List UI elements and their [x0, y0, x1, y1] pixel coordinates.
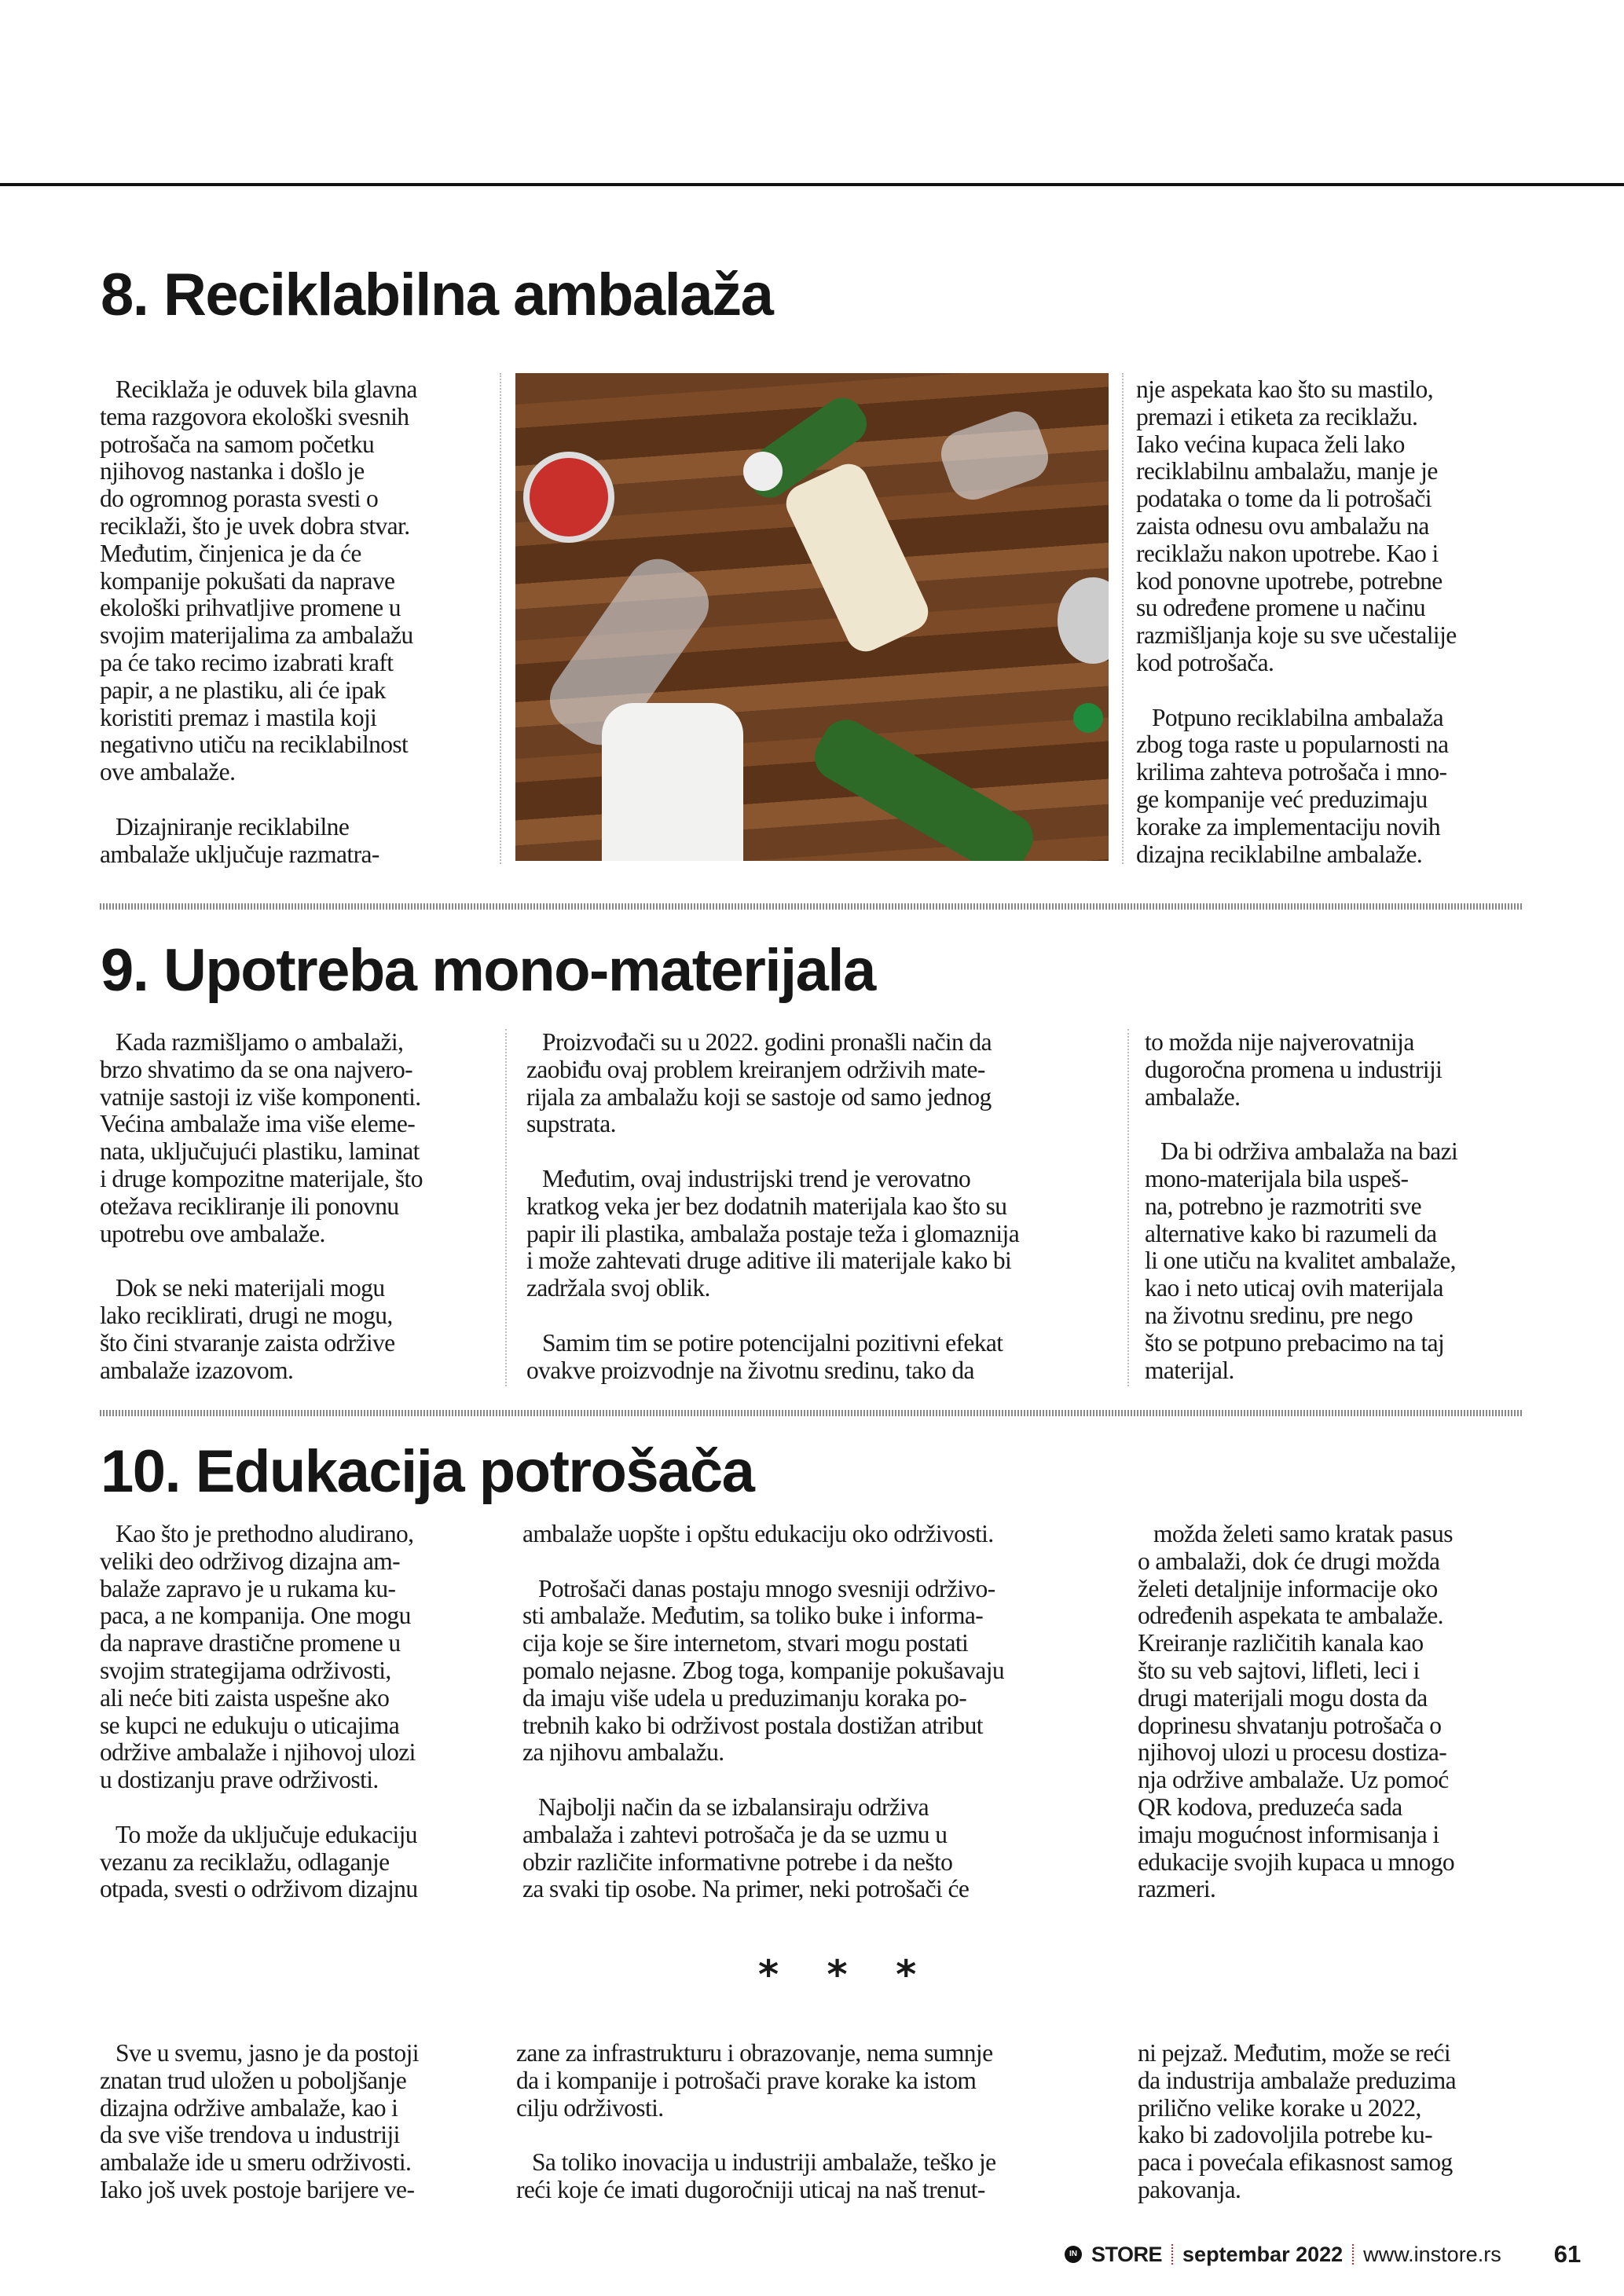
top-rule — [0, 183, 1624, 186]
text-line: tema razgovora ekološki svesnih — [100, 402, 409, 430]
text-line: li one utiču na kvalitet ambalaže, — [1145, 1247, 1456, 1275]
text-line: otežava recikliranje ili ponovnu — [100, 1192, 399, 1220]
text-line: otpada, svesti o održivom dizajnu — [100, 1875, 418, 1903]
text-line: ambalaže. — [1145, 1082, 1241, 1111]
text-line: brzo shvatimo da se ona najvero- — [100, 1055, 413, 1083]
text-line: mono-materijala bila uspeš- — [1145, 1164, 1409, 1192]
text-line: dizajna održive ambalaže, kao i — [100, 2093, 398, 2122]
paragraph — [1145, 1138, 1530, 1384]
text-line: zane za infrastrukturu i obrazovanje, nema sumnje — [516, 2039, 993, 2067]
paragraph — [100, 1521, 493, 1794]
text-line: obzir različite informativne potrebe i da nešto — [522, 1847, 953, 1876]
text-line: alternative kako bi razumeli da — [1145, 1219, 1437, 1247]
text-line: ove ambalaže. — [100, 758, 236, 786]
paragraph — [100, 2040, 493, 2204]
text-line: doprinesu shvatanju potrošača o — [1138, 1711, 1442, 1739]
text-line: kratkog veka jer bez dodatnih materijala kao što su — [526, 1192, 1007, 1220]
paragraph — [100, 376, 489, 786]
text-line: upotrebu ove ambalaže. — [100, 1219, 325, 1247]
text-line: Reciklaža je oduvek bila glavna — [115, 375, 417, 403]
text-line: paca, a ne kompanija. One mogu — [100, 1602, 411, 1630]
paragraph — [100, 814, 489, 869]
text-line: Kreiranje različitih kanala kao — [1138, 1629, 1424, 1657]
text-line: na, potrebno je razmotriti sve — [1145, 1192, 1422, 1220]
section-8-col-1 — [100, 376, 489, 868]
text-line: ge kompanije već preduzimaju — [1136, 785, 1428, 813]
paragraph — [1136, 705, 1525, 869]
paragraph — [1138, 1521, 1523, 1903]
text-line: paca i povećala efikasnost samog — [1138, 2148, 1453, 2177]
text-line: što se potpuno prebacimo na taj — [1145, 1328, 1445, 1357]
text-line: zaobiđu ovaj problem kreiranjem održivih mate- — [526, 1055, 985, 1083]
footer-issue: septembar 2022 — [1182, 2242, 1344, 2266]
text-line: Sa toliko inovacija u industriji ambalaže, teško je — [532, 2148, 996, 2177]
text-line: ambalaža i zahtevi potrošača je da se uzmu u — [522, 1820, 948, 1848]
text-line: ambalaže ide u smeru održivosti. — [100, 2148, 412, 2177]
page-number: 61 — [1553, 2240, 1582, 2268]
text-line: zaista odnesu ovu ambalažu na — [1136, 511, 1429, 540]
paragraph — [1138, 2040, 1523, 2204]
text-line: cilju održivosti. — [516, 2093, 664, 2122]
text-line: podataka o tome da li potrošači — [1136, 485, 1432, 513]
text-line: što čini stvaranje zaista održive — [100, 1328, 395, 1357]
column-divider — [500, 373, 501, 864]
text-line: održive ambalaže i njihovoj ulozi — [100, 1738, 416, 1767]
text-line: njihovog nastanka i došlo je — [100, 457, 365, 485]
text-line: su određene promene u načinu — [1136, 594, 1426, 622]
text-line: sti ambalaže. Međutim, sa toliko buke i informa- — [522, 1602, 984, 1630]
text-line: o ambalaži, dok će drugi možda — [1138, 1547, 1440, 1575]
text-line: Potpuno reciklabilna ambalaža — [1152, 703, 1443, 731]
section-8-heading: 8. Reciklabilna ambalaža — [101, 262, 773, 328]
section-10-col-1 — [100, 1521, 493, 1903]
conclusion-col-2 — [516, 2040, 1105, 2204]
text-line: ambalaže izazovom. — [100, 1356, 294, 1384]
text-line: Kada razmišljamo o ambalaži, — [115, 1028, 404, 1056]
section-separator — [100, 903, 1523, 910]
text-line: razmišljanja koje su sve učestalije — [1136, 621, 1457, 650]
paragraph — [526, 1330, 1108, 1385]
text-line: kod potrošača. — [1136, 648, 1274, 676]
text-line: balaže zapravo je u rukama ku- — [100, 1574, 396, 1602]
text-line: što su veb sajtovi, lifleti, leci i — [1138, 1656, 1420, 1684]
text-line: nata, uključujući plastiku, laminat — [100, 1137, 420, 1166]
text-line: materijal. — [1145, 1356, 1234, 1384]
text-line: Sve u svemu, jasno je da postoji — [115, 2039, 419, 2067]
paragraph — [1145, 1029, 1530, 1111]
text-line: Kao što je prethodno aludirano, — [115, 1520, 414, 1547]
text-line: dizajna reciklabilne ambalaže. — [1136, 840, 1423, 868]
text-line: prilično velike korake u 2022, — [1138, 2093, 1421, 2122]
text-line: nje aspekata kao što su mastilo, — [1136, 375, 1433, 403]
text-line: zbog toga raste u popularnosti na — [1136, 731, 1449, 759]
section-9-heading: 9. Upotreba mono-materijala — [101, 937, 875, 1004]
recyclables-photo — [515, 373, 1109, 861]
text-line: ambalaže uključuje razmatra- — [100, 840, 379, 868]
text-line: trebnih kako bi održivost postala dostižan atribut — [522, 1711, 983, 1739]
footer-divider — [1352, 2244, 1354, 2265]
paragraph — [522, 1794, 1112, 1903]
text-line: dugoročna promena u industriji — [1145, 1055, 1443, 1083]
text-line: korake za implementaciju novih — [1136, 812, 1440, 840]
text-line: zadržala svoj oblik. — [526, 1274, 710, 1302]
text-line: u dostizanju prave održivosti. — [100, 1766, 379, 1794]
text-line: Većina ambalaže ima više eleme- — [100, 1110, 416, 1138]
conclusion-col-1 — [100, 2040, 493, 2204]
text-line: reciklažu nakon upotrebe. Kao i — [1136, 539, 1439, 567]
text-line: za svaki tip osobe. Na primer, neki potrošači će — [522, 1875, 970, 1903]
section-separator — [100, 1410, 1523, 1416]
text-line: kompanije pokušati da naprave — [100, 566, 395, 595]
paragraph — [516, 2149, 1105, 2204]
paragraph — [526, 1166, 1108, 1302]
section-9-col-2 — [526, 1029, 1108, 1384]
text-line: Međutim, ovaj industrijski trend je verovatno — [542, 1164, 971, 1192]
text-line: lako reciklirati, drugi ne mogu, — [100, 1301, 393, 1329]
column-divider — [1122, 373, 1124, 864]
text-line: pakovanja. — [1138, 2175, 1241, 2203]
text-line: Dok se neki materijali mogu — [115, 1274, 385, 1302]
text-line: i može zahtevati druge aditive ili materijale kako bi — [526, 1247, 1012, 1275]
text-line: Da bi održiva ambalaža na bazi — [1160, 1137, 1458, 1166]
text-line: ali neće biti zaista uspešne ako — [100, 1683, 390, 1712]
section-10-col-2 — [522, 1521, 1112, 1903]
text-line: razmeri. — [1138, 1875, 1216, 1903]
conclusion-col-3 — [1138, 2040, 1523, 2204]
text-line: njihovoj ulozi u procesu dostiza- — [1138, 1738, 1447, 1767]
text-line: znatan trud uložen u poboljšanje — [100, 2066, 407, 2094]
text-line: vatnije sastoji iz više komponenti. — [100, 1082, 421, 1111]
text-line: ni pejzaž. Međutim, može se reći — [1138, 2039, 1451, 2067]
page-footer — [1065, 2240, 1581, 2269]
text-line: potrošača na samom početku — [100, 430, 375, 458]
text-line: cija koje se šire internetom, stvari mogu postati — [522, 1629, 969, 1657]
text-line: Međutim, činjenica je da će — [100, 539, 361, 567]
text-line: Iako još uvek postoje barijere ve- — [100, 2175, 415, 2203]
text-line: i druge kompozitne materijale, što — [100, 1164, 423, 1192]
text-line: pomalo nejasne. Zbog toga, kompanije pokušavaju — [522, 1656, 1005, 1684]
column-divider — [1127, 1029, 1129, 1386]
section-9-col-1 — [100, 1029, 493, 1384]
text-line: određenih aspekata te ambalaže. — [1138, 1602, 1443, 1630]
footer-divider — [1171, 2244, 1173, 2265]
paragraph — [100, 1822, 493, 1903]
text-line: kao i neto uticaj ovih materijala — [1145, 1274, 1443, 1302]
text-line: nja održive ambalaže. Uz pomoć — [1138, 1766, 1449, 1794]
text-line: papir ili plastika, ambalaža postaje teža i glomaznija — [526, 1219, 1020, 1247]
paragraph — [522, 1521, 1112, 1548]
text-line: koristiti premaz i mastila koji — [100, 703, 377, 731]
text-line: krilima zahteva potrošača i mno- — [1136, 758, 1447, 786]
section-10-col-3 — [1138, 1521, 1523, 1903]
text-line: vezanu za reciklažu, odlaganje — [100, 1847, 390, 1876]
footer-url[interactable]: www.instore.rs — [1363, 2242, 1501, 2266]
section-8-col-2 — [1136, 376, 1525, 868]
section-10-heading: 10. Edukacija potrošača — [101, 1438, 754, 1505]
text-line: Potrošači danas postaju mnogo svesniji održivo- — [538, 1574, 995, 1602]
text-line: To može da uključuje edukaciju — [115, 1820, 417, 1848]
text-line: pa će tako recimo izabrati kraft — [100, 648, 394, 676]
text-line: možda želeti samo kratak pasus — [1153, 1520, 1453, 1547]
text-line: do ogromnog porasta svesti o — [100, 485, 379, 513]
text-line: veliki deo održivog dizajna am- — [100, 1547, 401, 1575]
text-line: svojim materijalima za ambalažu — [100, 621, 413, 650]
text-line: da industrija ambalaže preduzima — [1138, 2066, 1456, 2094]
text-line: na životnu sredinu, pre nego — [1145, 1301, 1413, 1329]
text-line: želeti detaljnije informacije oko — [1138, 1574, 1438, 1602]
paragraph — [1136, 376, 1525, 677]
text-line: da imaju više udela u preduzimanju koraka po- — [522, 1683, 967, 1712]
instore-logo-icon: IN — [1065, 2246, 1082, 2263]
text-line: imaju mogućnost informisanja i — [1138, 1820, 1439, 1848]
text-line: supstrata. — [526, 1110, 616, 1138]
text-line: kod ponovne upotrebe, potrebne — [1136, 566, 1443, 595]
paragraph — [526, 1029, 1108, 1138]
text-line: Najbolji način da se izbalansiraju održiva — [538, 1792, 929, 1821]
paragraph — [100, 1275, 493, 1384]
text-line: rijala za ambalažu koji se sastoje od samo jednog — [526, 1082, 992, 1111]
text-line: negativno utiču na reciklabilnost — [100, 731, 409, 759]
text-line: QR kodova, preduzeća sada — [1138, 1792, 1402, 1821]
text-line: to možda nije najverovatnija — [1145, 1028, 1414, 1056]
text-line: Samim tim se potire potencijalni pozitivni efekat — [542, 1328, 1003, 1357]
text-line: papir, a ne plastiku, ali će ipak — [100, 676, 386, 704]
footer-brand: STORE — [1091, 2242, 1163, 2266]
paragraph — [100, 1029, 493, 1247]
text-line: ovakve proizvodnje na životnu sredinu, tako da — [526, 1356, 974, 1384]
text-line: premazi i etiketa za reciklažu. — [1136, 402, 1418, 430]
text-line: reciklabilnu ambalažu, manje je — [1136, 457, 1438, 485]
text-line: reći koje će imati dugoročniji uticaj na naš trenut- — [516, 2175, 985, 2203]
text-line: da i kompanije i potrošači prave korake ka istom — [516, 2066, 977, 2094]
text-line: da naprave drastične promene u — [100, 1629, 401, 1657]
text-line: Proizvođači su u 2022. godini pronašli način da — [542, 1028, 992, 1056]
section-break-stars: * * * — [758, 1952, 934, 1998]
paragraph — [522, 1576, 1112, 1767]
text-line: se kupci ne edukuju o uticajima — [100, 1711, 400, 1739]
column-divider — [505, 1029, 507, 1386]
text-line: Dizajniranje reciklabilne — [115, 812, 350, 840]
text-line: kako bi zadovoljila potrebe ku- — [1138, 2121, 1433, 2149]
text-line: za njihovu ambalažu. — [522, 1738, 724, 1767]
text-line: Iako većina kupaca želi lako — [1136, 430, 1405, 458]
text-line: da sve više trendova u industriji — [100, 2121, 400, 2149]
section-9-col-3 — [1145, 1029, 1530, 1384]
text-line: reciklaži, što je uvek dobra stvar. — [100, 511, 410, 540]
paragraph — [516, 2040, 1105, 2122]
text-line: ekološki prihvatljive promene u — [100, 594, 401, 622]
text-line: drugi materijali mogu dosta da — [1138, 1683, 1428, 1712]
text-line: ambalaže uopšte i opštu edukaciju oko održivosti. — [522, 1520, 994, 1547]
text-line: svojim strategijama održivosti, — [100, 1656, 391, 1684]
text-line: edukacije svojih kupaca u mnogo — [1138, 1847, 1455, 1876]
